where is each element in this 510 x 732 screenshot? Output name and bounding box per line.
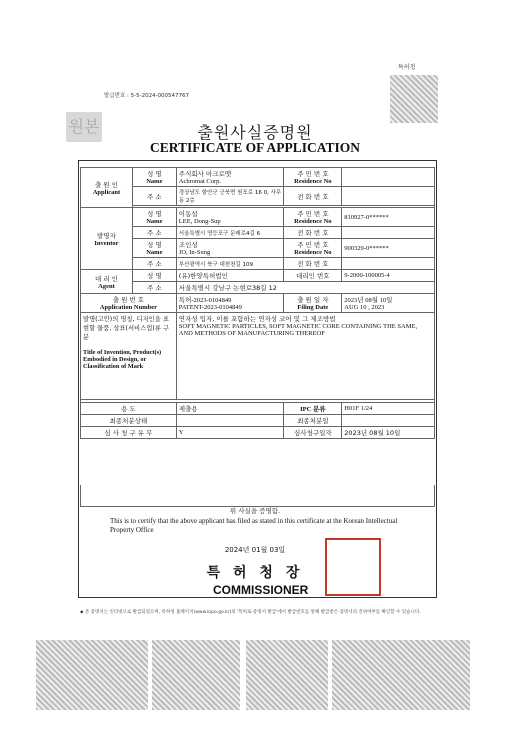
applicant-residence-no xyxy=(342,168,435,187)
official-seal xyxy=(325,538,381,596)
original-stamp-logo: 원본 xyxy=(66,112,102,142)
barcode-2 xyxy=(152,640,240,710)
inventor-1-name: 이동섭 LEE, Dong-Sup xyxy=(176,208,284,227)
kipo-logo: 특허청 xyxy=(398,64,416,71)
certificate-date: 2024년 01월 03일 xyxy=(224,546,286,554)
inventor-2-name: 조인성 JO, In-Sung xyxy=(176,239,284,258)
title-korean: 출원사실증명원 xyxy=(197,123,313,142)
inventor-section-label: 발명자 Inventor xyxy=(81,208,133,270)
inventor-2-address: 부산광역시 북구 대천천길 109 xyxy=(176,258,284,270)
invention-label: 발명(고안)의 명칭, 디자인을 표현할 물품, 상표(서비스업)류 구분 Title of Invention, Product(s) Embodied in Design, or Classification of Mark xyxy=(81,313,177,400)
inventor-1-residence-no: 810927-0****** xyxy=(342,208,435,227)
agent-name: (유)한양특허법인 xyxy=(176,270,284,282)
disposal-date xyxy=(342,415,435,427)
agent-code: 9-2000-100005-4 xyxy=(342,270,435,282)
barcode-3 xyxy=(246,640,328,710)
invention-title: 연자성 입자, 이를 포함하는 연자성 코어 및 그 제조방법 SOFT MAGNETIC PARTICLES, SOFT MAGNETIC CORE CONTAINING THE SAME, AND METHODS OF MANUFACTURING THEREOF xyxy=(176,313,434,400)
inventor-2-residence-no: 900329-0****** xyxy=(342,239,435,258)
title-english: CERTIFICATE OF APPLICATION xyxy=(149,140,361,155)
exam-request: Y xyxy=(176,427,284,439)
agent-address: 서울특별시 강남구 논현로38길 12 xyxy=(176,282,434,294)
agent-section-label: 대 리 인 Agent xyxy=(81,270,133,294)
qr-code-top xyxy=(390,75,438,123)
footer-note: ◆ 본 증명서는 인터넷으로 발급되었으며, 특허청 홈페이지(www.kipo.go.kr)의 '특허로-증명서 발급'에서 발급번호를 통해 발급받은 증명서의 진위여부를 확인할 수 있습니다. xyxy=(80,610,421,615)
certify-english: This is to certify that the above applicant has filed as stated in this certificate at the Korean Intellectual Property Office xyxy=(110,517,398,534)
inventor-1-address: 서울특별시 영등포구 문래로4길 6 xyxy=(176,227,284,239)
applicant-name: 주식회사 아크로맷 Achromat Corp. xyxy=(176,168,284,187)
ipc-classification: H01F 1/24 xyxy=(342,403,435,415)
barcode-1 xyxy=(36,640,148,710)
filing-date: 2023년 08월 10일 AUG 10 , 2023 xyxy=(342,294,435,313)
barcode-4 xyxy=(332,640,470,710)
usage-value: 제출용 xyxy=(176,403,284,415)
issuer-english: COMMISSIONER xyxy=(213,583,309,597)
applicant-phone xyxy=(342,187,435,206)
certificate-table: 출 원 인 Applicant 성 명 Name 주식회사 아크로맷 Achromat Corp. 주 민 번 호 Residence No 주 소 경상남도 함안군 군북면 원포로 16 0, 사무동 2층 전 화 번 호 발명자 Inventor 성 명 Name 이동섭 LEE, Dong-Sup 주 민 번 호 Residence No 810927-0****** 주 소 서울특별시 영등포구 문래로4길 6 전 화 번 호 성 명 Name 조인성 JO, In-Sung 주 민 번 호 Residence No 900329-0****** 주 소 부산광역시 북구 대천천길 109 전 화 번 호 대 리 인 Agent 성 명 (유)한양특허법인 대리인 번호 9-2000-100005-4 주 소 서울특별시 강남구 논현로38길 12 출 원 번 호 Application Number 특허-2023-0104849 PATENT-2023-0104849 출 원 일 자 Filing Date 2023년 08월 10일 AUG 10 , 2023 발명(고안)의 명칭, 디자인을 표현할 물품, 상표(서비스업)류 구분 Title of Invention, Product(s) Embodied in Design, or Classification of Mark 연자성 입자, 이를 포함하는 연자성 코어 및 그 제조방법 SOFT MAGNETIC PARTICLES, SOFT MAGNETIC CORE CONTAINING THE SAME, AND METHODS OF MANUFACTURING THEREOF 용 도 제출용 IPC 분류 H01F 1/24 최종처분상태 최종처분일 심 사 청 구 유 무 Y 심사청구일자 2023년 08월 10일 xyxy=(80,167,435,439)
exam-request-date: 2023년 08월 10일 xyxy=(342,427,435,439)
blank-row xyxy=(80,485,435,507)
disposal-status xyxy=(176,415,284,427)
applicant-address: 경상남도 함안군 군북면 원포로 16 0, 사무동 2층 xyxy=(176,187,284,206)
applicant-section-label: 출 원 인 Applicant xyxy=(81,168,133,208)
issue-number: 발급번호 : 5-5-2024-000547767 xyxy=(104,93,190,99)
issuer-korean: 특 허 청 장 xyxy=(206,565,304,581)
application-number: 특허-2023-0104849 PATENT-2023-0104849 xyxy=(176,294,284,313)
certify-korean: 위 사실을 증명함. xyxy=(229,507,281,515)
